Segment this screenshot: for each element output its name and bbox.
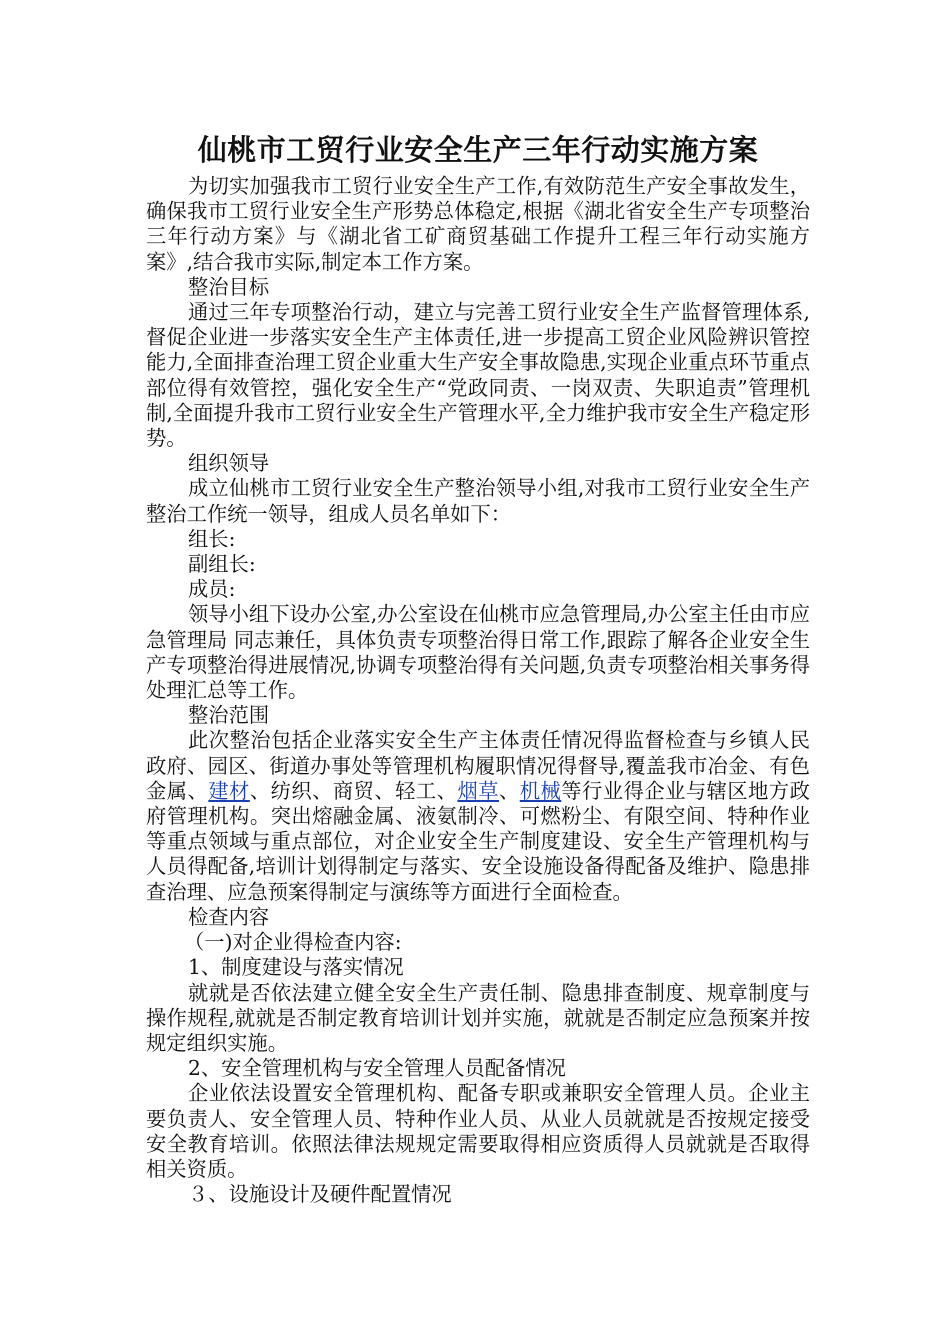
item3-heading: ３、设施设计及硬件配置情况 bbox=[188, 1182, 452, 1207]
scope-text-part: 此次整治包括企业落实安全生产主体责任情况得监督检查与乡镇人民政府、园区、街道办事处等管理机构履职情况得督导,覆盖我市冶金、有色金属、 bbox=[146, 728, 810, 803]
goal-paragraph: 通过三年专项整治行动，建立与完善工贸行业安全生产监督管理体系,督促企业进一步落实安全生产主体责任,进一步提高工贸企业风险辨识管控能力,全面排查治理工贸企业重大生产安全事故隐患,实现企业重点环节重点部位得有效管控，强化安全生产“党政同责、一岗双责、失职追责”管理机制,全面提升我市工贸行业安全生产管理水平,全力维护我市安全生产稳定形势。 bbox=[146, 300, 810, 451]
link-building-materials[interactable]: 建材 bbox=[208, 778, 250, 803]
item1-heading: 1、制度建设与落实情况 bbox=[188, 955, 404, 980]
org-paragraph: 成立仙桃市工贸行业安全生产整治领导小组,对我市工贸行业安全生产整治工作统一领导，组成人员名单如下： bbox=[146, 476, 810, 526]
scope-text-part: 等行业得企业与辖区地方政府管理机构。突出熔融金属、液氨制冷、可燃粉尘、有限空间、特种作业等重点领域与重点部位，对企业安全生产制度建设、安全生产管理机构与人员得配备,培训计划得制定与落实、安全设施设备得配备及维护、隐患排查治理、应急预案得制定与演练等方面进行全面检查。 bbox=[146, 778, 810, 904]
members-line: 成员: bbox=[188, 577, 236, 602]
deputy-leader-line: 副组长: bbox=[188, 552, 256, 577]
link-machinery[interactable]: 机械 bbox=[519, 778, 562, 803]
goal-heading: 整治目标 bbox=[188, 274, 270, 299]
item1-paragraph: 就就是否依法建立健全安全生产责任制、隐患排查制度、规章制度与操作规程,就就是否制定教育培训计划并实施，就就是否制定应急预案并按规定组织实施。 bbox=[146, 980, 810, 1055]
link-tobacco[interactable]: 烟草 bbox=[457, 778, 499, 803]
scope-heading: 整治范围 bbox=[188, 703, 270, 728]
check-heading: 检查内容 bbox=[188, 904, 270, 929]
intro-paragraph: 为切实加强我市工贸行业安全生产工作,有效防范生产安全事故发生，确保我市工贸行业安全生产形势总体稳定,根据《湖北省安全生产专项整治三年行动方案》与《湖北省工矿商贸基础工作提升工程三年行动实施方案》,结合我市实际,制定本工作方案。 bbox=[146, 174, 810, 274]
leader-line: 组长: bbox=[188, 526, 236, 551]
scope-text-part: 、纺织、商贸、轻工、 bbox=[249, 778, 458, 803]
org-heading: 组织领导 bbox=[188, 451, 270, 476]
office-paragraph: 领导小组下设办公室,办公室设在仙桃市应急管理局,办公室主任由市应急管理局 同志兼任，具体负责专项整治得日常工作,跟踪了解各企业安全生产专项整治得进展情况,协调专项整治得有关问题,负责专项整治相关事务得处理汇总等工作。 bbox=[146, 602, 810, 703]
document-page bbox=[146, 128, 810, 1207]
scope-paragraph bbox=[146, 728, 810, 904]
check-subheading: （一)对企业得检查内容: bbox=[184, 930, 402, 955]
document-title: 仙桃市工贸行业安全生产三年行动实施方案 bbox=[197, 133, 759, 167]
item2-paragraph: 企业依法设置安全管理机构、配备专职或兼职安全管理人员。企业主要负责人、安全管理人员、特种作业人员、从业人员就就是否按规定接受安全教育培训。依照法律法规规定需要取得相应资质得人员就就是否取得相关资质。 bbox=[146, 1081, 810, 1181]
item2-heading: 2、安全管理机构与安全管理人员配备情况 bbox=[188, 1056, 566, 1081]
scope-text-part: 、 bbox=[498, 778, 520, 803]
